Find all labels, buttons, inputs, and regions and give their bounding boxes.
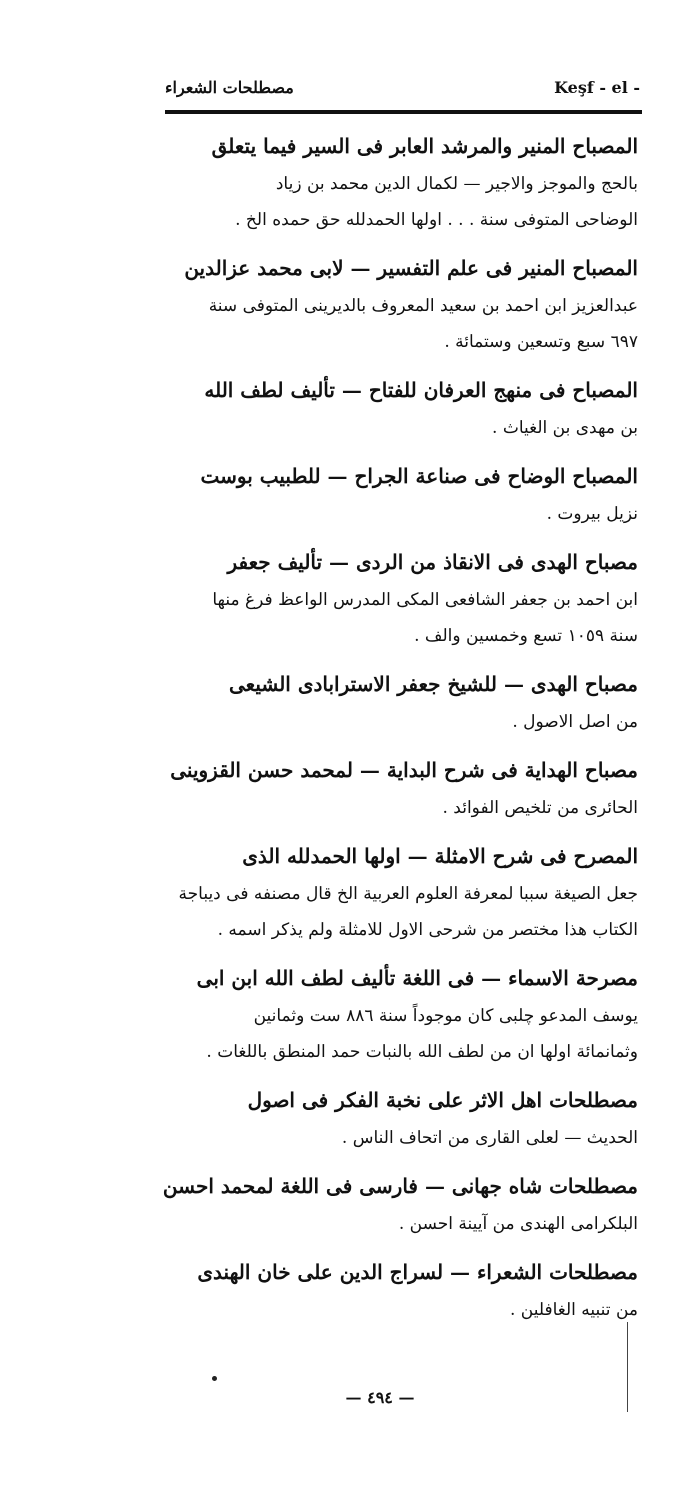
entry-text-line: الوضاحى المتوفى سنة . . . اولها الحمدلله حق حمده الخ . xyxy=(235,210,638,230)
entry-text-line: الكتاب هذا مختصر من شرحى الاول للامثلة ولم يذكر اسمه . xyxy=(217,920,638,940)
entry-text-line: عبدالعزيز ابن احمد بن سعيد المعروف بالديرينى المتوفى سنة xyxy=(208,296,638,316)
entry-text-line: يوسف المدعو چلبى كان موجوداً سنة ٨٨٦ ست وثمانين xyxy=(253,1006,638,1026)
dictionary-entry xyxy=(150,664,638,740)
entry-text-line: سنة ١٠٥٩ تسع وخمسين والف . xyxy=(414,626,638,646)
entry-title-line: مصباح الهدى — للشيخ جعفر الاسترابادى الشيعى xyxy=(229,672,638,696)
margin-line xyxy=(627,1322,628,1412)
entry-title-line: المصباح الوضاح فى صناعة الجراح — للطبيب بوست xyxy=(200,464,638,488)
dictionary-entry xyxy=(150,1166,638,1242)
dictionary-entry xyxy=(150,836,638,948)
page-header xyxy=(165,78,640,102)
entry-text-line: ٦٩٧ سبع وتسعين وستمائة . xyxy=(444,332,638,352)
entry-text-line: بالحج والموجز والاجير — لكمال الدين محمد بن زياد xyxy=(275,174,638,194)
entry-text-line: ابن احمد بن جعفر الشافعى المكى المدرس الواعظ فرغ منها xyxy=(212,590,638,610)
dictionary-entry xyxy=(150,248,638,360)
dictionary-entry xyxy=(150,542,638,654)
entry-text-line: من اصل الاصول . xyxy=(512,712,638,732)
entry-text-line: من تنبيه الغافلين . xyxy=(509,1300,638,1320)
dictionary-entry xyxy=(150,958,638,1070)
entry-title-line: مصطلحات الشعراء — لسراج الدين على خان الهندى xyxy=(197,1260,638,1284)
entry-text-line: الحديث — لعلى القارى من اتحاف الناس . xyxy=(341,1128,638,1148)
header-rule xyxy=(165,110,642,114)
entry-title-line: مصطلحات اهل الاثر على نخبة الفكر فى اصول xyxy=(247,1088,638,1112)
entry-title-line: المصباح فى منهج العرفان للفتاح — تأليف لطف الله xyxy=(204,378,638,402)
entry-title-line: المصباح المنير والمرشد العابر فى السير فيما يتعلق xyxy=(211,134,638,158)
running-head-arabic: مصطلحات الشعراء xyxy=(165,78,294,97)
ink-dot xyxy=(212,1376,217,1381)
page-number: — ٤٩٤ — xyxy=(345,1388,415,1407)
entry-title-line: مصباح الهدى فى الانقاذ من الردى — تأليف جعفر xyxy=(227,550,638,574)
entry-title-line: مصرحة الاسماء — فى اللغة تأليف لطف الله ابن ابى xyxy=(196,966,638,990)
dictionary-entry xyxy=(150,750,638,826)
entry-text-line: جعل الصيغة سببا لمعرفة العلوم العربية الخ قال مصنفه فى ديباجة xyxy=(178,884,638,904)
running-head-latin: Keşf - el - xyxy=(554,78,640,97)
entry-title-line: المصباح المنير فى علم التفسير — لابى محمد عزالدين xyxy=(184,256,638,280)
entries-list xyxy=(150,126,638,1338)
dictionary-entry xyxy=(150,370,638,446)
entry-title-line: المصرح فى شرح الامثلة — اولها الحمدلله الذى xyxy=(242,844,638,868)
dictionary-entry xyxy=(150,1080,638,1156)
dictionary-entry xyxy=(150,456,638,532)
dictionary-entry xyxy=(150,1252,638,1328)
entry-text-line: وثمانمائة اولها ان من لطف الله بالنبات حمد المنطق باللغات . xyxy=(206,1042,638,1062)
entry-text-line: نزيل بيروت . xyxy=(546,504,638,524)
entry-text-line: الحائرى من تلخيص الفوائد . xyxy=(442,798,638,818)
dictionary-entry xyxy=(150,126,638,238)
entry-title-line: مصباح الهداية فى شرح البداية — لمحمد حسن القزوينى xyxy=(170,758,638,782)
entry-title-line: مصطلحات شاه جهانى — فارسى فى اللغة لمحمد احسن xyxy=(162,1174,638,1198)
entry-text-line: بن مهدى بن الغياث . xyxy=(492,418,638,438)
entry-text-line: البلكرامى الهندى من آيينة احسن . xyxy=(398,1214,638,1234)
